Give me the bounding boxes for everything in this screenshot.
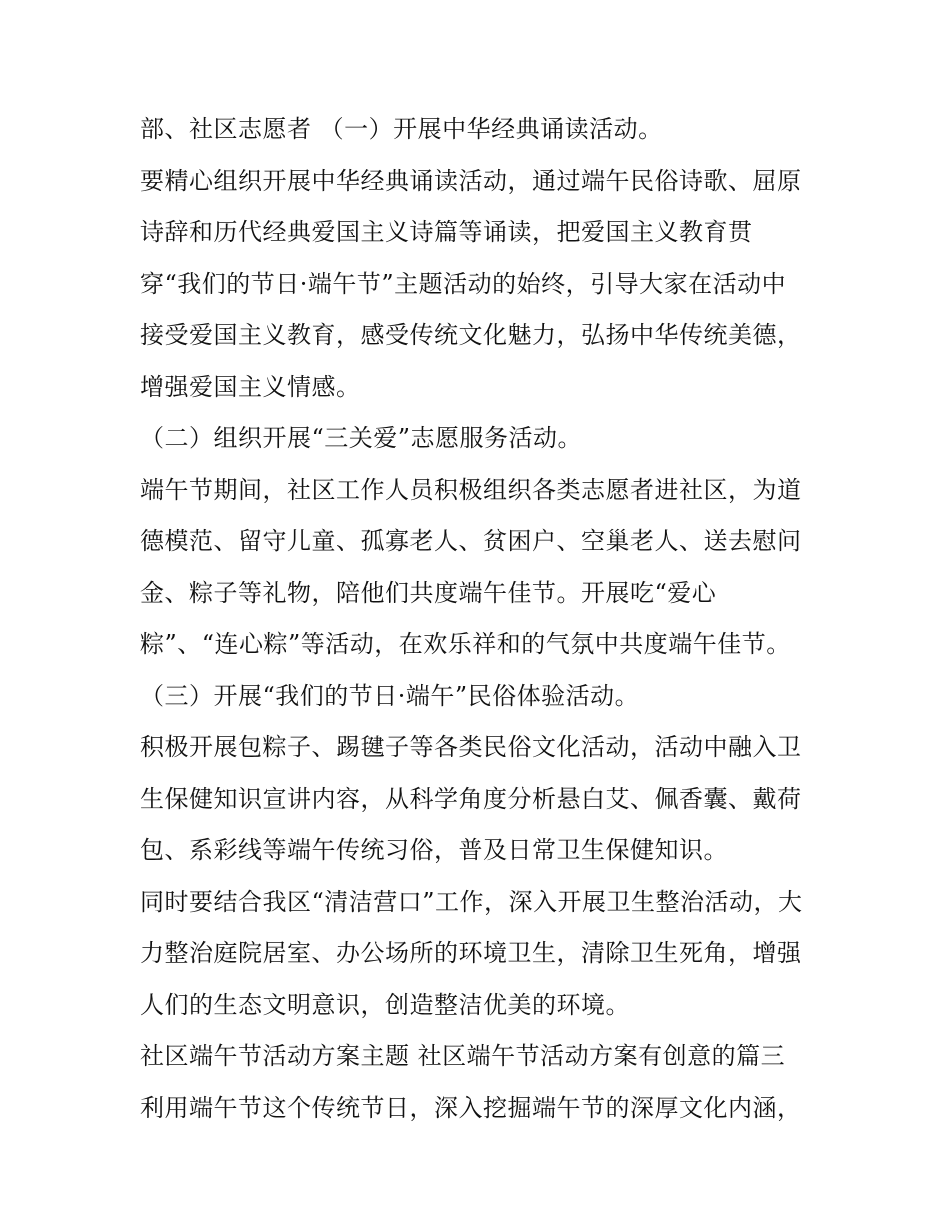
text-line: 要精心组织开展中华经典诵读活动，通过端午民俗诗歌、屈原 — [140, 166, 802, 195]
text-line: （二）组织开展“三关爱”志愿服务活动。 — [140, 424, 583, 452]
text-line: （三）开展“我们的节日·端午”民俗体验活动。 — [140, 681, 640, 710]
text-line: 端午节期间，社区工作人员积极组织各类志愿者进社区，为道 — [140, 475, 802, 504]
text-line: 积极开展包粽子、踢毽子等各类民俗文化活动，活动中融入卫 — [140, 733, 802, 761]
text-line: 力整治庭院居室、办公场所的环境卫生，清除卫生死角，增强 — [140, 939, 802, 967]
text-line: 诗辞和历代经典爱国主义诗篇等诵读，把爱国主义教育贯 — [140, 218, 753, 246]
text-line: 金、粽子等礼物，陪他们共度端午佳节。开展吃“爱心 — [140, 578, 717, 607]
document-body — [140, 104, 830, 1134]
text-line: 接受爱国主义教育，感受传统文化魅力，弘扬中华传统美德， — [140, 321, 802, 349]
text-line: 利用端午节这个传统节日，深入挖掘端午节的深厚文化内涵， — [140, 1093, 802, 1122]
text-line: 社区端午节活动方案主题 社区端午节活动方案有创意的篇三 — [140, 1042, 786, 1070]
text-line: 部、社区志愿者 （一）开展中华经典诵读活动。 — [140, 115, 663, 143]
text-line: 粽”、“连心粽”等活动，在欢乐祥和的气氛中共度端午佳节。 — [140, 630, 791, 658]
text-line: 生保健知识宣讲内容，从科学角度分析悬白艾、佩香囊、戴荷 — [140, 784, 802, 813]
text-line: 包、系彩线等端午传统习俗，普及日常卫生保健知识。 — [140, 836, 728, 864]
text-line: 穿“我们的节日·端午节”主题活动的始终，引导大家在活动中 — [140, 269, 787, 298]
text-line: 同时要结合我区“清洁营口”工作，深入开展卫生整治活动，大 — [140, 887, 803, 916]
text-line: 人们的生态文明意识，创造整洁优美的环境。 — [140, 990, 630, 1019]
text-line: 增强爱国主义情感。 — [140, 372, 361, 401]
text-line: 德模范、留守儿童、孤寡老人、贫困户、空巢老人、送去慰问 — [140, 527, 802, 555]
